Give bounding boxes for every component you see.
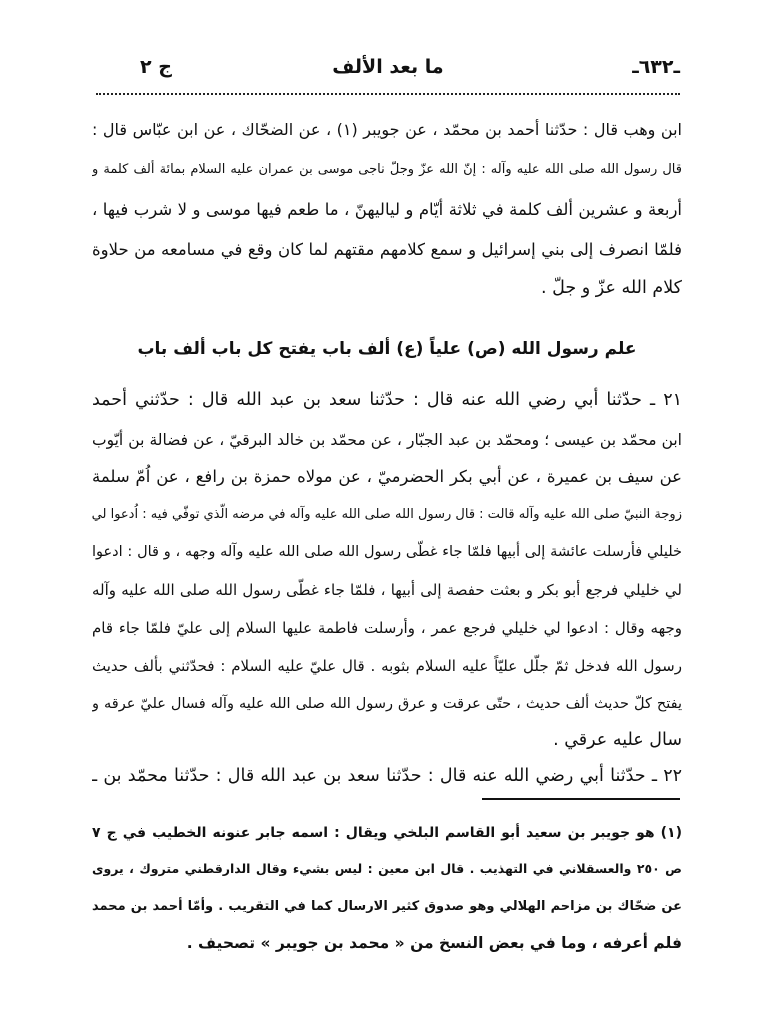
text-line: ابن وهب قال : حدّثنا أحمد بن محمّد ، عن جويبر (١) ، عن الضحّاك ، عن ابن عبّاس قال : bbox=[92, 120, 682, 139]
text-line: ٢١ ـ حدّثنا أبي رضي الله عنه قال : حدّثنا سعد بن عبد الله قال : حدّثني أحمد bbox=[92, 390, 682, 410]
text-line: ٢٢ ـ حدّثنا أبي رضي الله عنه قال : حدّثنا سعد بن عبد الله قال : حدّثنا محمّد بن ـ bbox=[92, 766, 682, 786]
text-line: رسول الله فدخل ثمّ جلّل عليّاً عليه السلام بثوبه . قال عليّ عليه السلام : فحدّثني بألف حديث bbox=[92, 657, 682, 675]
header-divider bbox=[96, 93, 680, 95]
text-line: لي خليلي فرجع أبو بكر و بعثت حفصة إلى أبيها ، فلمّا جاء غطّى رسول الله صلى الله عليه وآله bbox=[92, 581, 682, 599]
footnote-separator bbox=[482, 798, 680, 800]
footnote-line: فلم أعرفه ، وما في بعض النسخ من « محمد بن جويبر » تصحيف . bbox=[186, 934, 682, 952]
text-line: زوجة النبيّ صلى الله عليه وآله قالت : قال رسول الله صلى الله عليه وآله في مرضه الّذي توفّي فيه : اُدعوا لي bbox=[92, 507, 682, 522]
text-line: وجهه وقال : ادعوا لي خليلي فرجع عمر ، وأرسلت فاطمة عليها السلام إلى عليّ فلمّا جاء قام bbox=[92, 619, 682, 637]
volume-label: ج ٢ bbox=[140, 56, 172, 78]
text-line: ابن محمّد بن عيسى ؛ ومحمّد بن عبد الجبّار ، عن محمّد بن خالد البرقيّ ، عن فضالة بن أيّوب bbox=[92, 431, 682, 449]
page-number: ـ٦٣٢ـ bbox=[632, 56, 680, 78]
text-line: يفتح كلّ حديث ألف حديث ، حتّى عرقت و عرق رسول الله صلى الله عليه وآله فسال عليّ عرقه و bbox=[92, 696, 682, 712]
text-line: سال عليه عرقي . bbox=[553, 730, 682, 750]
text-line: خليلي فأرسلت عائشة إلى أبيها فلمّا جاء غطّى رسول الله صلى الله عليه وآله وجهه ، و قال : ادعوا bbox=[92, 544, 682, 560]
section-heading: علم رسول الله (ص) علياً (ع) ألف باب يفتح كل باب ألف باب bbox=[137, 339, 637, 359]
footnote-line: (١) هو جويبر بن سعيد أبو القاسم البلخي ويقال : اسمه جابر عنونه الخطيب في ج ٧ bbox=[92, 825, 682, 841]
text-line: قال رسول الله صلى الله عليه وآله : إنّ الله عزّ وجلّ ناجى موسى بن عمران عليه السلام بمائة ألف كلمة و bbox=[92, 162, 682, 177]
text-line: كلام الله عزّ و جلّ . bbox=[541, 278, 682, 298]
text-line: أربعة و عشرين ألف كلمة في ثلاثة أيّام و لياليهنّ ، ما طعم فيها موسى و لا شرب فيها ، bbox=[92, 200, 682, 219]
page-header bbox=[96, 50, 680, 86]
footnote-line: عن ضحّاك بن مزاحم الهلالي وهو صدوق كثير الارسال كما في التقريب . وأمّا أحمد بن محمد bbox=[92, 899, 682, 914]
text-line: عن سيف بن عميرة ، عن أبي بكر الحضرميّ ، عن مولاه حمزة بن رافع ، عن اُمّ سلمة bbox=[92, 467, 682, 486]
chapter-title: ما بعد الألف bbox=[332, 56, 444, 78]
text-line: فلمّا انصرف إلى بني إسرائيل و سمع كلامهم مقتهم لما كان وقع في مسامعه من حلاوة bbox=[92, 240, 682, 259]
footnote-line: ص ٢٥٠ والعسقلاني في التهذيب . قال ابن معين : ليس بشيء وقال الدارقطني متروك ، يروى bbox=[92, 861, 682, 876]
